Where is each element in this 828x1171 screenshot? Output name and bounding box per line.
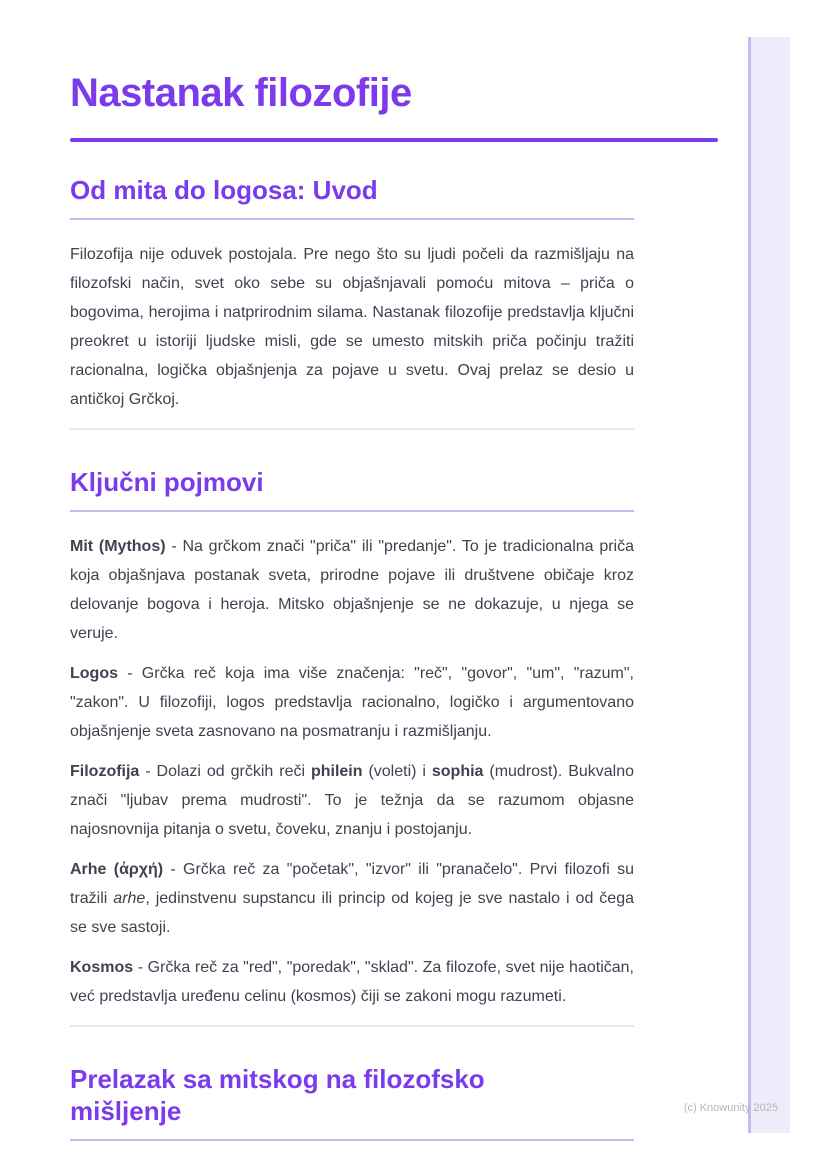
term-definition-kosmos: - Grčka reč za "red", "poredak", "sklad". Za filozofe, svet nije haotičan, već predstavlja uređenu celinu (kosmos) čiji se zakoni mogu razumeti. [70, 959, 634, 1005]
section-intro [70, 174, 634, 414]
term-paragraph-arhe [70, 855, 634, 942]
page-edge-decoration [748, 37, 790, 1133]
term-italic-arhe: arhe [113, 890, 146, 907]
term-definition-filozofija-part3: (mudrost). Bukvalno znači "ljubav prema mudrosti". To je težnja da se razumom objasne najosnovnija pitanja o svetu, čoveku, znanju i postojanju. [70, 763, 635, 838]
copyright-watermark: (c) Knowunity 2025 [683, 1102, 778, 1114]
term-definition-arhe-part1: - Grčka reč za "početak", "izvor" ili "pranačelo". Prvi filozofi su tražili [70, 861, 634, 907]
term-definition-mit: - Na grčkom znači "priča" ili "predanje". To je tradicionalna priča koja objašnjava postanak sveta, prirodne pojave ili društvene običaje kroz delovanje bogova i heroja. Mitsko objašnjenje se ne dokazuje, u njega se veruje. [70, 538, 635, 642]
term-bold-sophia: sophia [431, 763, 484, 780]
term-name-arhe: Arhe (ἀρχή) [70, 861, 164, 878]
section-divider [70, 428, 634, 430]
term-definition-arhe-part2: , jedinstvenu supstancu ili princip od kojeg je sve nastalo i od čega se sve sastoji. [70, 890, 634, 936]
term-definition-filozofija-part2: (voleti) i [362, 763, 432, 780]
term-name-filozofija: Filozofija [70, 763, 140, 780]
document-content [70, 0, 634, 1141]
title-divider [70, 138, 718, 142]
term-definition-filozofija-part1: - Dolazi od grčkih reči [139, 763, 311, 780]
intro-paragraph: Filozofija nije oduvek postojala. Pre nego što su ljudi počeli da razmišljaju na filozofski način, svet oko sebe su objašnjavali pomoću mitova – priča o bogovima, herojima i natprirodnim silama. Nastanak filozofije predstavlja ključni preokret u istoriji ljudske misli, gde se umesto mitskih priča počinju tražiti racionalna, logička objašnjenja za pojave u svetu. Ovaj prelaz se desio u antičkoj Grčkoj. [70, 246, 634, 408]
section-key-terms [70, 466, 634, 1011]
term-paragraph-logos [70, 659, 634, 746]
term-name-logos: Logos [70, 665, 118, 682]
page-title: Nastanak filozofije [70, 71, 412, 115]
term-paragraph-mit [70, 532, 634, 648]
term-paragraph-kosmos [70, 953, 634, 1011]
term-paragraph-filozofija [70, 757, 634, 844]
section-heading-key-terms: Ključni pojmovi [70, 466, 634, 512]
section-divider [70, 1025, 634, 1027]
section-transition [70, 1063, 634, 1141]
term-definition-logos: - Grčka reč koja ima više značenja: "reč", "govor", "um", "razum", "zakon". U filozofiji, logos predstavlja racionalno, logičko i argumentovano objašnjenje sveta zasnovano na posmatranju i razmišljanju. [70, 665, 634, 740]
term-bold-philein: philein [310, 763, 363, 780]
term-name-kosmos: Kosmos [70, 959, 134, 976]
term-name-mit: Mit (Mythos) [70, 538, 166, 555]
section-heading-transition: Prelazak sa mitskog na filozofsko mišljenje [70, 1063, 634, 1141]
section-heading-intro: Od mita do logosa: Uvod [70, 174, 634, 220]
